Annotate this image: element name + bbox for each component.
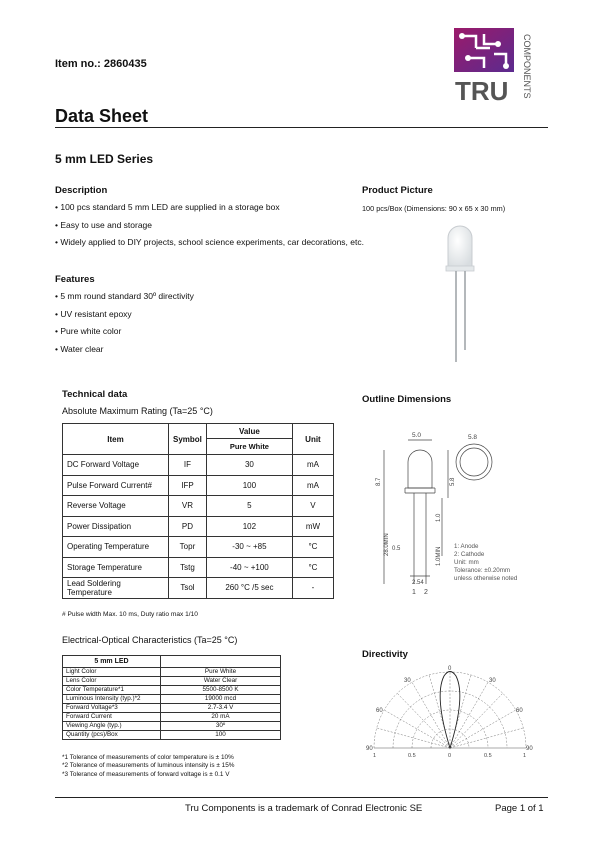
cell-name: Quantity (pcs)/Box xyxy=(63,731,161,740)
table-row xyxy=(63,475,334,496)
cell-value: 30 xyxy=(206,455,292,476)
cell-item: Pulse Forward Current# xyxy=(63,475,169,496)
dim-label: 1.0MIN xyxy=(436,546,442,566)
cell-unit: mA xyxy=(292,475,333,496)
electro-heading: Electrical-Optical Characteristics (Ta=25 °C) xyxy=(62,635,238,645)
angle-label: 60 xyxy=(376,708,383,714)
dim-label: 5.8 xyxy=(450,477,456,486)
product-picture-heading: Product Picture xyxy=(362,185,433,196)
outline-heading: Outline Dimensions xyxy=(362,394,452,405)
table-header-row xyxy=(63,656,281,668)
scale-label: 0.5 xyxy=(484,753,492,759)
pin-label: 1 xyxy=(412,589,416,596)
cell-name: Luminous Intensity (typ.)*2 xyxy=(63,695,161,704)
angle-label: 60 xyxy=(516,708,523,714)
header-value-sub: Pure White xyxy=(206,439,292,455)
scale-label: 0.5 xyxy=(408,753,416,759)
product-caption: 100 pcs/Box (Dimensions: 90 x 65 x 30 mm) xyxy=(362,204,506,213)
cell-item: Operating Temperature xyxy=(63,537,169,558)
cell-item: Storage Temperature xyxy=(63,557,169,578)
angle-label: 30 xyxy=(489,678,496,684)
cell-value: 5500-8500 K xyxy=(161,686,281,695)
table-row xyxy=(63,578,334,599)
cell-symbol: Tstg xyxy=(169,557,207,578)
series-title: 5 mm LED Series xyxy=(55,152,154,166)
cell-unit: mW xyxy=(292,516,333,537)
scale-label: 1 xyxy=(523,753,527,759)
dim-label: 2.54 xyxy=(412,580,424,586)
footer-divider xyxy=(55,797,548,798)
cell-unit: °C xyxy=(292,557,333,578)
cell-name: Light Color xyxy=(63,668,161,677)
table-row xyxy=(63,722,281,731)
cell-name: Viewing Angle (typ.) xyxy=(63,722,161,731)
features-list xyxy=(55,288,194,358)
cell-unit: V xyxy=(292,496,333,517)
cell-item: Power Dissipation xyxy=(63,516,169,537)
cell-symbol: Topr xyxy=(169,537,207,558)
cell-name: Forward Voltage*3 xyxy=(63,704,161,713)
angle-label: 90 xyxy=(526,746,533,752)
dim-label: 5.0 xyxy=(412,432,422,439)
cell-symbol: IF xyxy=(169,455,207,476)
description-heading: Description xyxy=(55,185,108,196)
cell-value: Water Clear xyxy=(161,677,281,686)
table-row xyxy=(63,537,334,558)
table-row xyxy=(63,496,334,517)
technical-heading: Technical data xyxy=(62,389,128,400)
dim-label: 8.7 xyxy=(376,477,382,486)
angle-label: 90 xyxy=(366,746,373,752)
note-line: *1 Tolerance of measurements of color temperature is ± 10% xyxy=(62,754,234,761)
table-row xyxy=(63,677,281,686)
cell-symbol: PD xyxy=(169,516,207,537)
outline-legend: 1: Anode xyxy=(454,543,479,550)
scale-label: 0 xyxy=(448,753,452,759)
cell-value: -40 ~ +100 xyxy=(206,557,292,578)
absolute-max-rating-table xyxy=(62,423,334,599)
tru-components-logo xyxy=(454,28,550,104)
cell-unit: - xyxy=(292,578,333,599)
footer-page-number: Page 1 of 1 xyxy=(495,803,544,814)
pin-label: 2 xyxy=(424,589,428,596)
header-led: 5 mm LED xyxy=(63,656,161,668)
list-item: • UV resistant epoxy xyxy=(55,308,132,319)
dim-label: 1.0 xyxy=(436,513,442,522)
header-value: Value xyxy=(206,424,292,439)
outline-legend: unless otherwise noted xyxy=(454,575,518,582)
scale-label: 1 xyxy=(373,753,377,759)
cell-symbol: Tsol xyxy=(169,578,207,599)
list-item: • Easy to use and storage xyxy=(55,219,153,230)
cell-value: 100 xyxy=(161,731,281,740)
dim-label: 28.0MIN xyxy=(384,533,390,556)
table-row xyxy=(63,668,281,677)
note-line: *2 Tolerance of measurements of luminous intensity is ± 15% xyxy=(62,762,235,770)
list-item: • Pure white color xyxy=(55,326,122,336)
outline-legend: Tolerance: ±0.20mm xyxy=(454,567,511,574)
cell-item: DC Forward Voltage xyxy=(63,455,169,476)
table-row xyxy=(63,695,281,704)
angle-label: 30 xyxy=(404,678,411,684)
cell-value: 30º xyxy=(161,722,281,731)
list-item: • Widely applied to DIY projects, school science experiments, car decorations, etc. xyxy=(55,237,364,247)
cell-value: 102 xyxy=(206,516,292,537)
header-empty xyxy=(161,656,281,668)
cell-value: 2.7-3.4 V xyxy=(161,704,281,713)
table-row xyxy=(63,455,334,476)
cell-item: Lead Soldering Temperature xyxy=(63,578,169,599)
cell-value: 20 mA xyxy=(161,713,281,722)
directivity-heading: Directivity xyxy=(362,649,408,660)
cell-name: Lens Color xyxy=(63,677,161,686)
cell-value: 5 xyxy=(206,496,292,517)
cell-name: Color Temperature*1 xyxy=(63,686,161,695)
table-row xyxy=(63,557,334,578)
list-item: • Water clear xyxy=(55,343,104,354)
outline-legend: 2: Cathode xyxy=(454,551,485,558)
cell-value: Pure White xyxy=(161,668,281,677)
list-item: • 100 pcs standard 5 mm LED are supplied in a storage box xyxy=(55,202,280,212)
item-number: Item no.: 2860435 xyxy=(55,58,147,70)
cell-item: Reverse Voltage xyxy=(63,496,169,517)
note-line: *3 Tolerance of measurements of forward voltage is ± 0.1 V xyxy=(62,770,230,778)
electro-notes xyxy=(62,754,234,779)
cell-unit: °C xyxy=(292,537,333,558)
outline-dimensions-drawing xyxy=(368,426,548,598)
led-product-image xyxy=(440,222,480,364)
table-row xyxy=(63,713,281,722)
features-heading: Features xyxy=(55,274,95,285)
cell-unit: mA xyxy=(292,455,333,476)
logo-subtext: COMPONENTS xyxy=(522,34,532,99)
description-list xyxy=(55,199,364,252)
outline-legend: Unit: mm xyxy=(454,559,479,566)
dim-label: 0.5 xyxy=(392,546,401,552)
directivity-polar-chart xyxy=(364,662,536,760)
technical-subheading: Absolute Maximum Rating (Ta=25 °C) xyxy=(62,406,213,416)
cell-name: Forward Current xyxy=(63,713,161,722)
technical-note: # Pulse width Max. 10 ms, Duty ratio max 1/10 xyxy=(62,611,198,618)
table-row xyxy=(63,516,334,537)
cell-value: 100 xyxy=(206,475,292,496)
header-unit: Unit xyxy=(292,424,333,455)
table-row xyxy=(63,731,281,740)
logo-text: TRU xyxy=(455,76,509,104)
cell-value: 19000 mcd xyxy=(161,695,281,704)
cell-symbol: VR xyxy=(169,496,207,517)
table-row xyxy=(63,686,281,695)
footer-trademark: Tru Components is a trademark of Conrad Electronic SE xyxy=(185,803,423,814)
cell-value: 260 °C /5 sec xyxy=(206,578,292,599)
title-divider xyxy=(55,127,548,128)
page-title: Data Sheet xyxy=(55,106,149,126)
list-item: • 5 mm round standard 30º directivity xyxy=(55,291,194,301)
table-row xyxy=(63,704,281,713)
angle-label: 0 xyxy=(448,666,452,672)
cell-value: -30 ~ +85 xyxy=(206,537,292,558)
header-symbol: Symbol xyxy=(169,424,207,455)
dim-label: 5.8 xyxy=(468,434,478,441)
cell-symbol: IFP xyxy=(169,475,207,496)
header-item: Item xyxy=(63,424,169,455)
electro-optical-table xyxy=(62,655,281,740)
table-header-row xyxy=(63,424,334,439)
